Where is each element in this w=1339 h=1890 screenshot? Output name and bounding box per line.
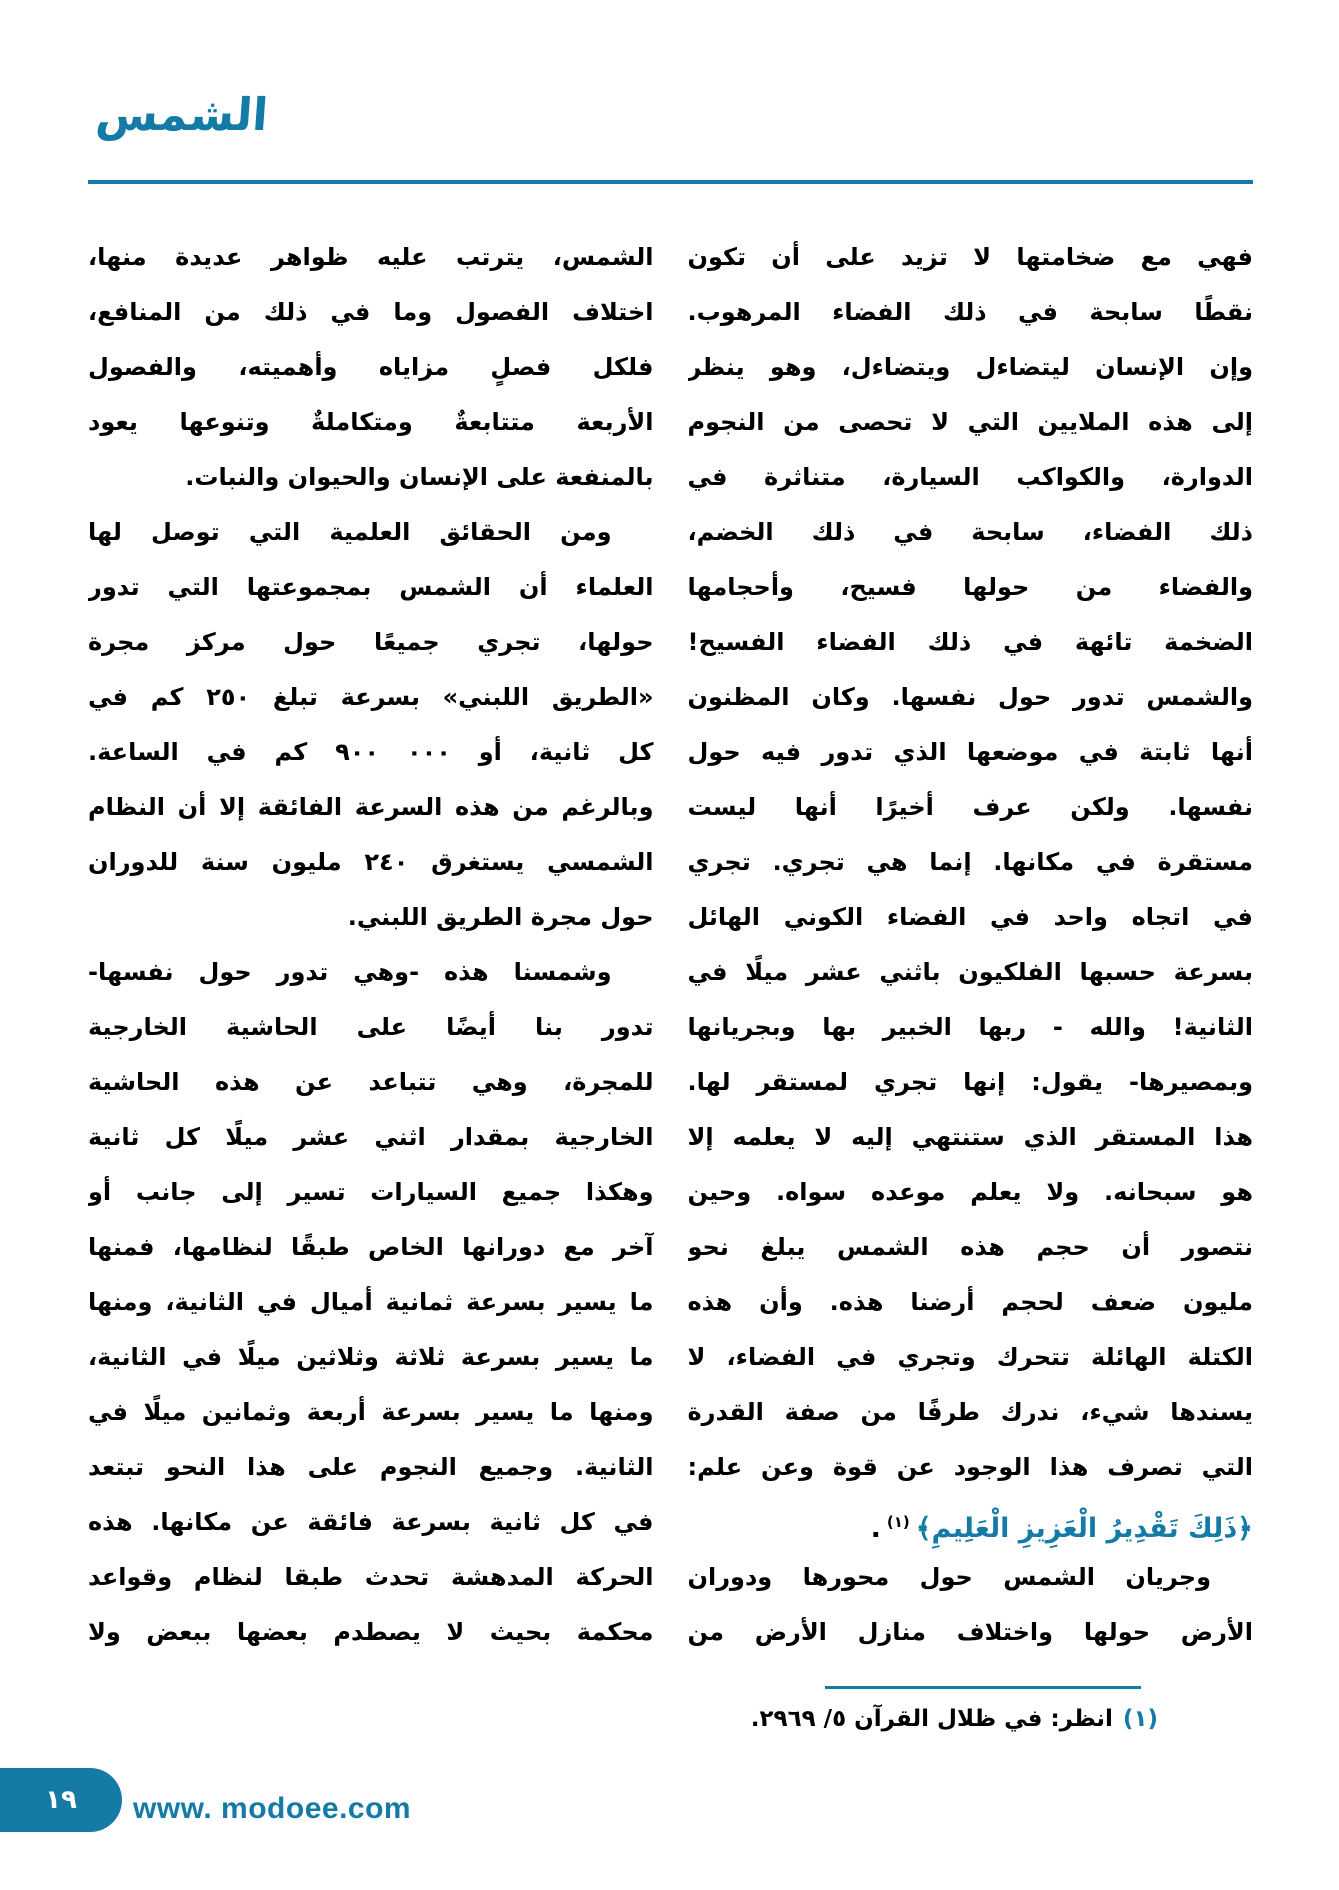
footnote [751, 1706, 1158, 1732]
text-line: نقطًا سابحة في ذلك الفضاء المرهوب. [687, 298, 1253, 326]
text-line: وبمصيرها- يقول: إنها تجري لمستقر لها. [687, 1068, 1253, 1096]
text-line: بسرعة حسبها الفلكيون باثني عشر ميلًا في [687, 958, 1253, 986]
text-line: الشمس، يترتب عليه ظواهر عديدة منها، [88, 243, 654, 271]
text-line: فهي مع ضخامتها لا تزيد على أن تكون [687, 243, 1253, 271]
column-left [88, 230, 654, 1660]
footnote-separator [825, 1686, 1141, 1689]
text-line: الأرض حولها واختلاف منازل الأرض من [687, 1618, 1253, 1646]
text-line: الثانية. وجميع النجوم على هذا النحو تبتعد [88, 1453, 654, 1481]
text-line: الدوارة، والكواكب السيارة، متناثرة في [687, 463, 1253, 491]
text-line: وشمسنا هذه -وهي تدور حول نفسها- [88, 958, 612, 986]
text-line: ذلك الفضاء، سابحة في ذلك الخضم، [687, 518, 1253, 546]
column-right [688, 230, 1254, 1660]
text-line: يسندها شيء، ندرك طرفًا من صفة القدرة [687, 1398, 1253, 1426]
text-line: هذا المستقر الذي ستنتهي إليه لا يعلمه إلا [687, 1123, 1253, 1151]
text-line: وهكذا جميع السيارات تسير إلى جانب أو [88, 1178, 654, 1206]
text-line: بالمنفعة على الإنسان والحيوان والنبات. [185, 463, 654, 491]
text-line: إلى هذه الملايين التي لا تحصى من النجوم [687, 408, 1253, 436]
text-line: اختلاف الفصول وما في ذلك من المنافع، [88, 298, 654, 326]
text-line: ومنها ما يسير بسرعة أربعة وثمانين ميلًا في [88, 1398, 654, 1426]
verse-footnote-ref: (١) [886, 1513, 910, 1531]
text-line: كل ثانية، أو ٠٠٠ ٩٠٠ كم في الساعة. [88, 738, 654, 766]
text-line: الثانية! والله - ربها الخبير بها وبجريانها [687, 1013, 1253, 1041]
text-line: وجريان الشمس حول محورها ودوران [687, 1563, 1211, 1591]
text-line: التي تصرف هذا الوجود عن قوة وعن علم: [687, 1453, 1253, 1481]
text-line: ما يسير بسرعة ثلاثة وثلاثين ميلًا في الثانية، [88, 1343, 654, 1371]
text-line: في كل ثانية بسرعة فائقة عن مكانها. هذه [88, 1508, 654, 1536]
text-line: نتصور أن حجم هذه الشمس يبلغ نحو [687, 1233, 1253, 1261]
text-line: في اتجاه واحد في الفضاء الكوني الهائل [687, 903, 1253, 931]
text-line: وإن الإنسان ليتضاءل ويتضاءل، وهو ينظر [687, 353, 1253, 381]
text-line: مليون ضعف لحجم أرضنا هذه. وأن هذه [687, 1288, 1253, 1316]
text-line: للمجرة، وهي تتباعد عن هذه الحاشية [88, 1068, 654, 1096]
text-line: الشمسي يستغرق ٢٤٠ مليون سنة للدوران [88, 848, 654, 876]
header-rule [88, 180, 1253, 184]
text-line: فلكل فصلٍ مزاياه وأهميته، والفصول [88, 353, 654, 381]
verse-text: ﴿ذَلِكَ تَقْدِيرُ الْعَزِيزِ الْعَلِيمِ﴾ [915, 1513, 1253, 1544]
text-line: الأربعة متتابعةٌ ومتكاملةٌ وتنوعها يعود [88, 408, 654, 436]
text-line: العلماء أن الشمس بمجموعتها التي تدور [88, 573, 654, 601]
text-line: تدور بنا أيضًا على الحاشية الخارجية [88, 1013, 654, 1041]
text-line: الخارجية بمقدار اثني عشر ميلًا كل ثانية [88, 1123, 654, 1151]
text-line: مستقرة في مكانها. إنما هي تجري. تجري [687, 848, 1253, 876]
text-line: وبالرغم من هذه السرعة الفائقة إلا أن النظام [88, 793, 654, 821]
text-line: الحركة المدهشة تحدث طبقا لنظام وقواعد [88, 1563, 654, 1591]
chapter-title: الشمس [94, 88, 270, 141]
verse-period: . [870, 1513, 881, 1544]
text-line: ومن الحقائق العلمية التي توصل لها [88, 518, 612, 546]
text-line: ما يسير بسرعة ثمانية أميال في الثانية، ومنها [88, 1288, 654, 1316]
text-line: أنها ثابتة في موضعها الذي تدور فيه حول [687, 738, 1253, 766]
text-columns [88, 230, 1253, 1660]
text-line: حولها، تجري جميعًا حول مركز مجرة [88, 628, 654, 656]
text-line: «الطريق اللبني» بسرعة تبلغ ٢٥٠ كم في [88, 683, 654, 711]
footnote-area [88, 1686, 1253, 1776]
text-line: نفسها. ولكن عرف أخيرًا أنها ليست [687, 793, 1253, 821]
quran-verse-line [688, 1495, 1254, 1550]
text-line: حول مجرة الطريق اللبني. [347, 903, 654, 931]
website-url: www. modoee.com [133, 1792, 412, 1825]
text-line: محكمة بحيث لا يصطدم بعضها ببعض ولا [88, 1618, 654, 1646]
text-line: والفضاء من حولها فسيح، وأحجامها [687, 573, 1253, 601]
page-number: ١٩ [45, 1785, 77, 1815]
text-line: الضخمة تائهة في ذلك الفضاء الفسيح! [687, 628, 1253, 656]
footnote-text: انظر: في ظلال القرآن ٥/ ٢٩٦٩. [750, 1706, 1113, 1732]
footnote-marker: (١) [1122, 1706, 1158, 1732]
text-line: والشمس تدور حول نفسها. وكان المظنون [687, 683, 1253, 711]
text-line: آخر مع دورانها الخاص طبقًا لنظامها، فمنها [88, 1233, 654, 1261]
page-number-tab [0, 1768, 122, 1832]
text-line: الكتلة الهائلة تتحرك وتجري في الفضاء، لا [687, 1343, 1253, 1371]
text-line: هو سبحانه. ولا يعلم موعده سواه. وحين [687, 1178, 1253, 1206]
